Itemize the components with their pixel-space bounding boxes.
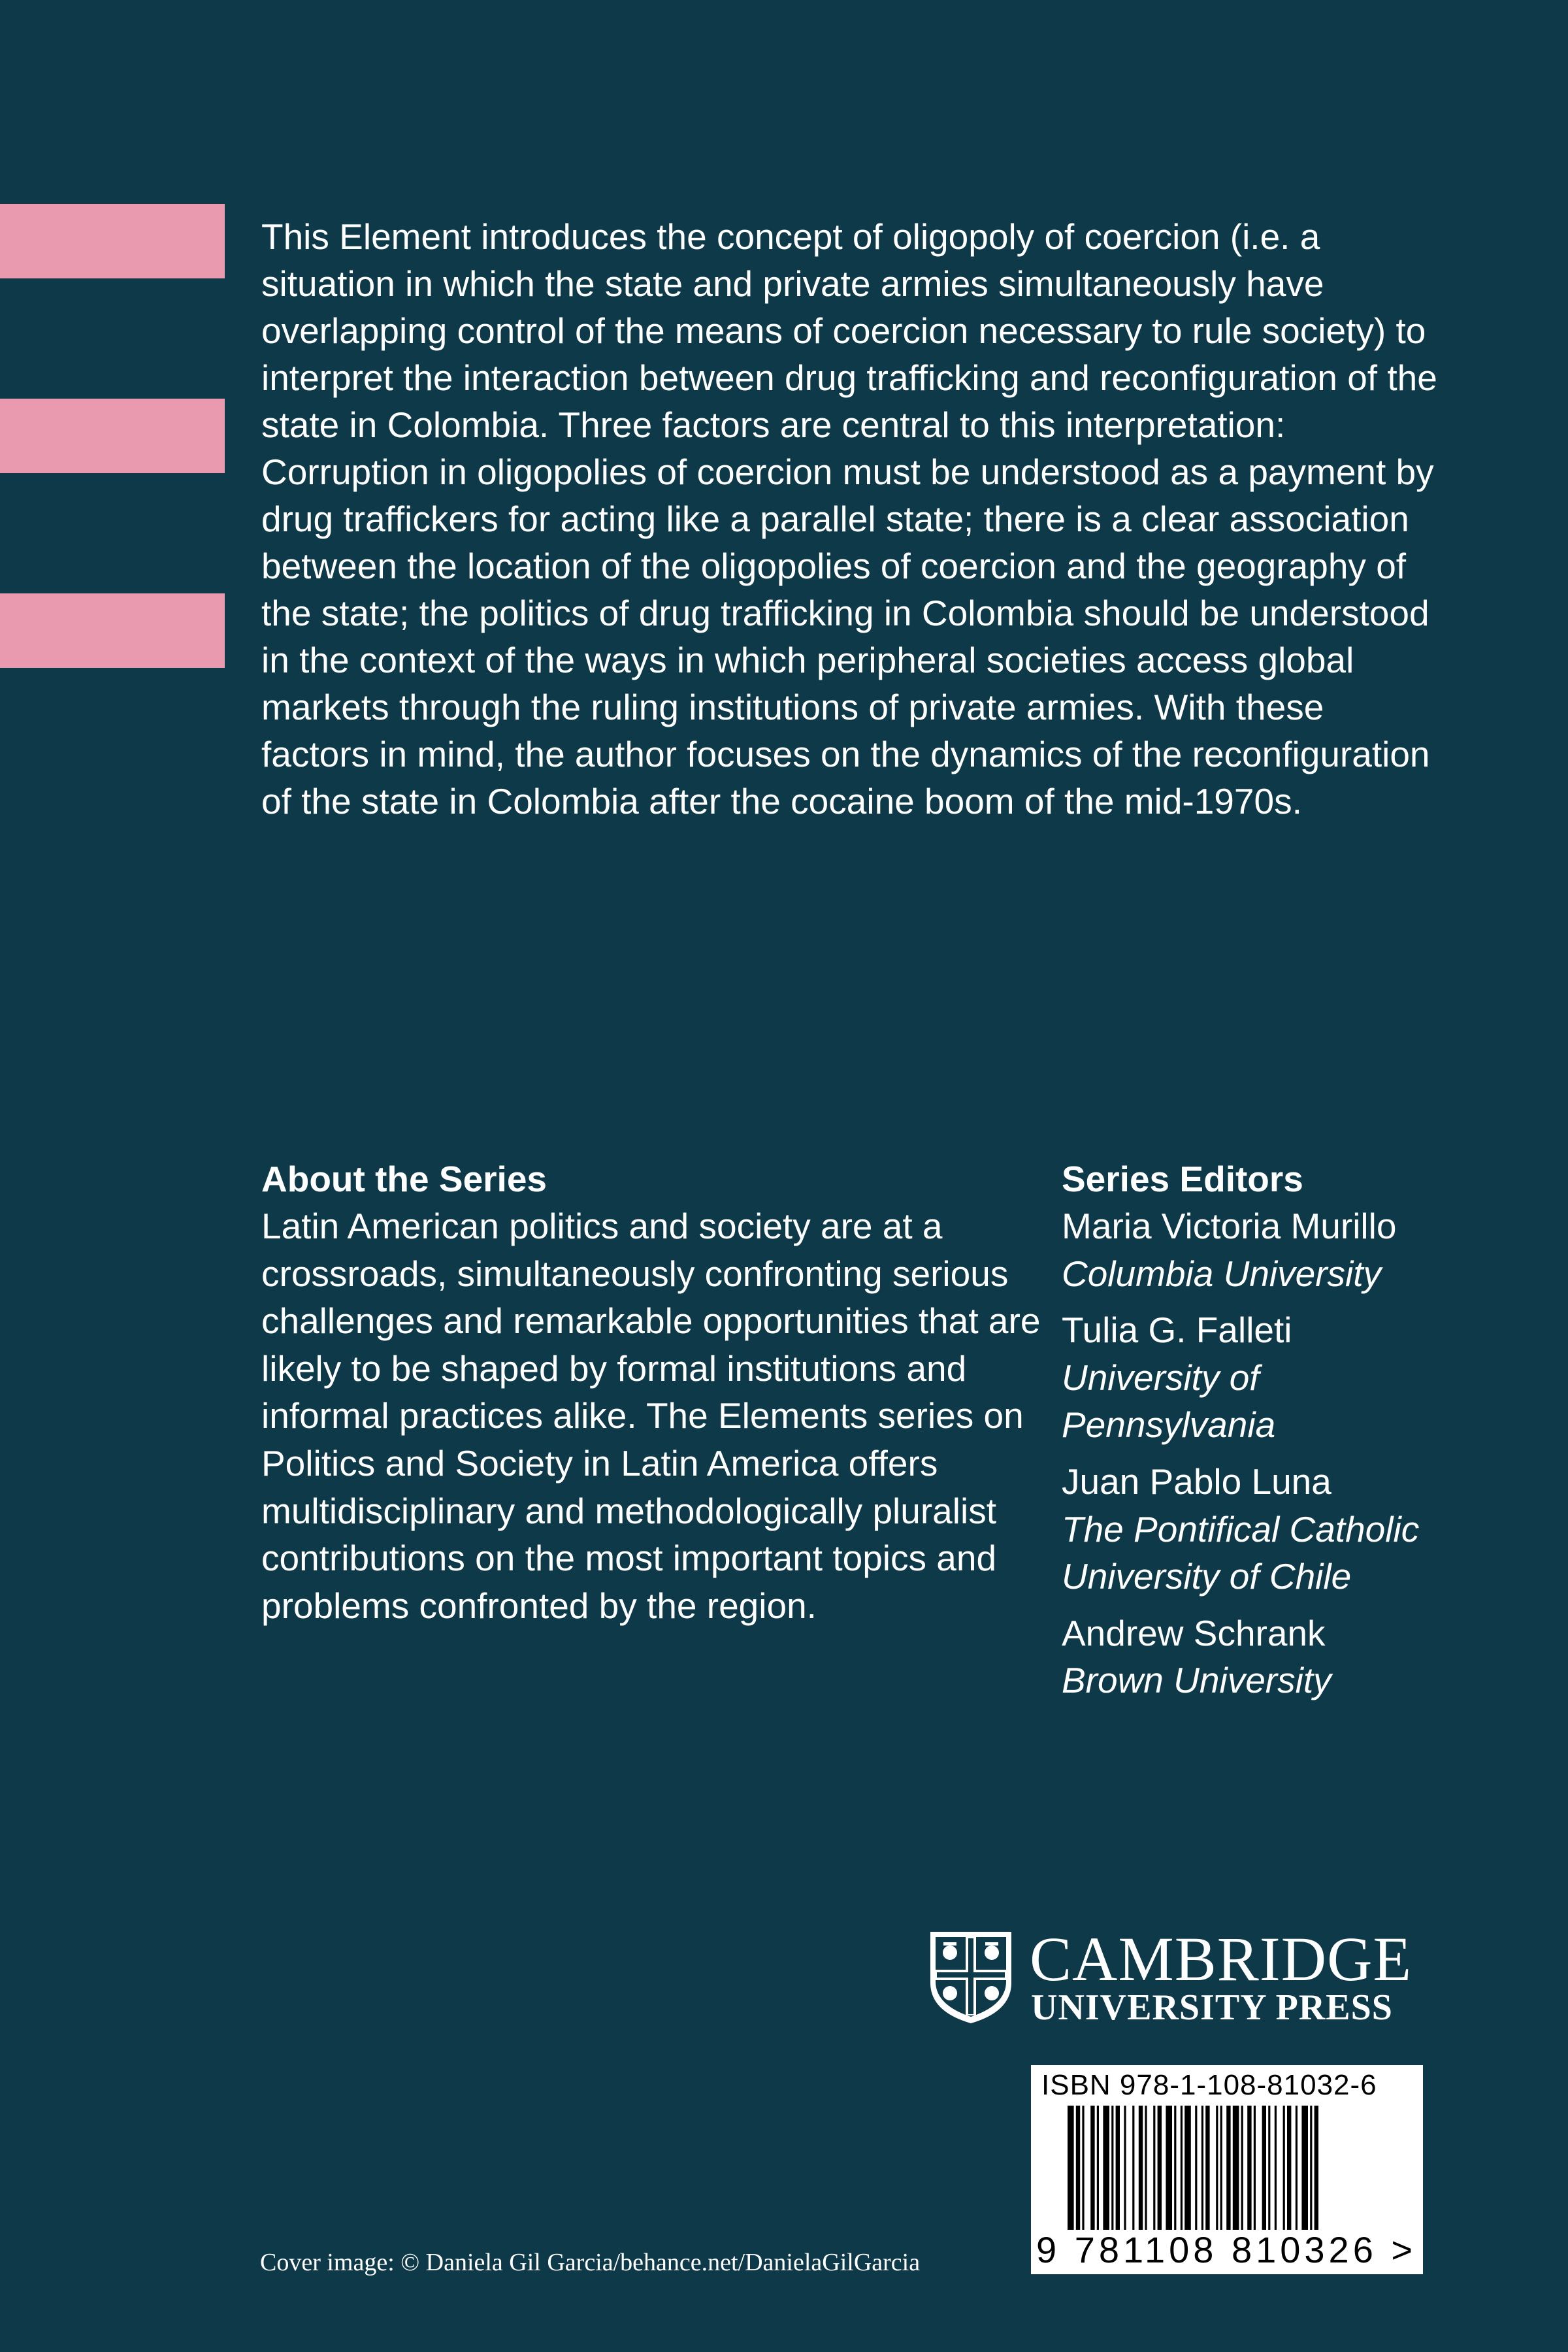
editor-institution: University of Pennsylvania xyxy=(1062,1357,1276,1446)
editor-entry xyxy=(1062,1458,1480,1600)
cambridge-university-press-logo xyxy=(926,1924,1423,2028)
editor-entry xyxy=(1062,1306,1480,1449)
publisher-name: CAMBRIDGE xyxy=(1030,1924,1413,1994)
isbn-barcode xyxy=(1031,2065,1423,2274)
editor-institution: The Pontifical Catholic University of Chile xyxy=(1062,1508,1420,1597)
editor-name: Andrew Schrank xyxy=(1062,1612,1326,1653)
pink-accent-bar-3 xyxy=(0,593,225,668)
cambridge-crest-icon xyxy=(926,1928,1015,2026)
editor-name: Tulia G. Falleti xyxy=(1062,1310,1292,1351)
isbn-label: ISBN 978-1-108-81032-6 xyxy=(1041,2069,1377,2101)
series-editors-heading: Series Editors xyxy=(1062,1159,1303,1199)
editor-name: Juan Pablo Luna xyxy=(1062,1461,1331,1502)
barcode-digits: 9 781108 810326 > xyxy=(1036,2229,1417,2270)
editor-entry xyxy=(1062,1610,1480,1704)
cover-image-credit: Cover image: © Daniela Gil Garcia/behance.net/DanielaGilGarcia xyxy=(260,2249,921,2276)
about-series-heading: About the Series xyxy=(261,1159,547,1199)
publisher-subname: UNIVERSITY PRESS xyxy=(1031,1987,1393,2028)
editor-institution: Columbia University xyxy=(1062,1253,1382,1294)
pink-accent-bar-2 xyxy=(0,399,225,473)
series-editors-list xyxy=(1062,1202,1480,1714)
editor-name: Maria Victoria Murillo xyxy=(1062,1206,1397,1246)
book-blurb: This Element introduces the concept of oligopoly of coercion (i.e. a situation in which the state and private armies simultaneously have overlapping control of the means of coercion necessary to rule society) to interpret the interaction between drug trafficking and reconfiguration of the state in Colombia. Three factors are central to this interpretation: Corruption in oligopolies of coercion must be understood as a payment by drug traffickers for acting like a parallel state; there is a clear association between the location of the oligopolies of coercion and the geography of the state; the politics of drug trafficking in Colombia should be understood in the context of the ways in which peripheral societies access global markets through the ruling institutions of private armies. With these factors in mind, the author focuses on the dynamics of the reconfiguration of the state in Colombia after the cocaine boom of the mid-1970s. xyxy=(261,216,1437,821)
editor-entry xyxy=(1062,1202,1480,1297)
pink-accent-bar-1 xyxy=(0,204,225,278)
about-series-text: Latin American politics and society are at a crossroads, simultaneously confronting serious challenges and remarkable opportunities that are likely to be shaped by formal institutions and informal practices alike. The Elements series on Politics and Society in Latin America offers multidisciplinary and methodologically pluralist contributions on the most important topics and problems confronted by the region. xyxy=(261,1206,1041,1626)
editor-institution: Brown University xyxy=(1062,1660,1331,1701)
